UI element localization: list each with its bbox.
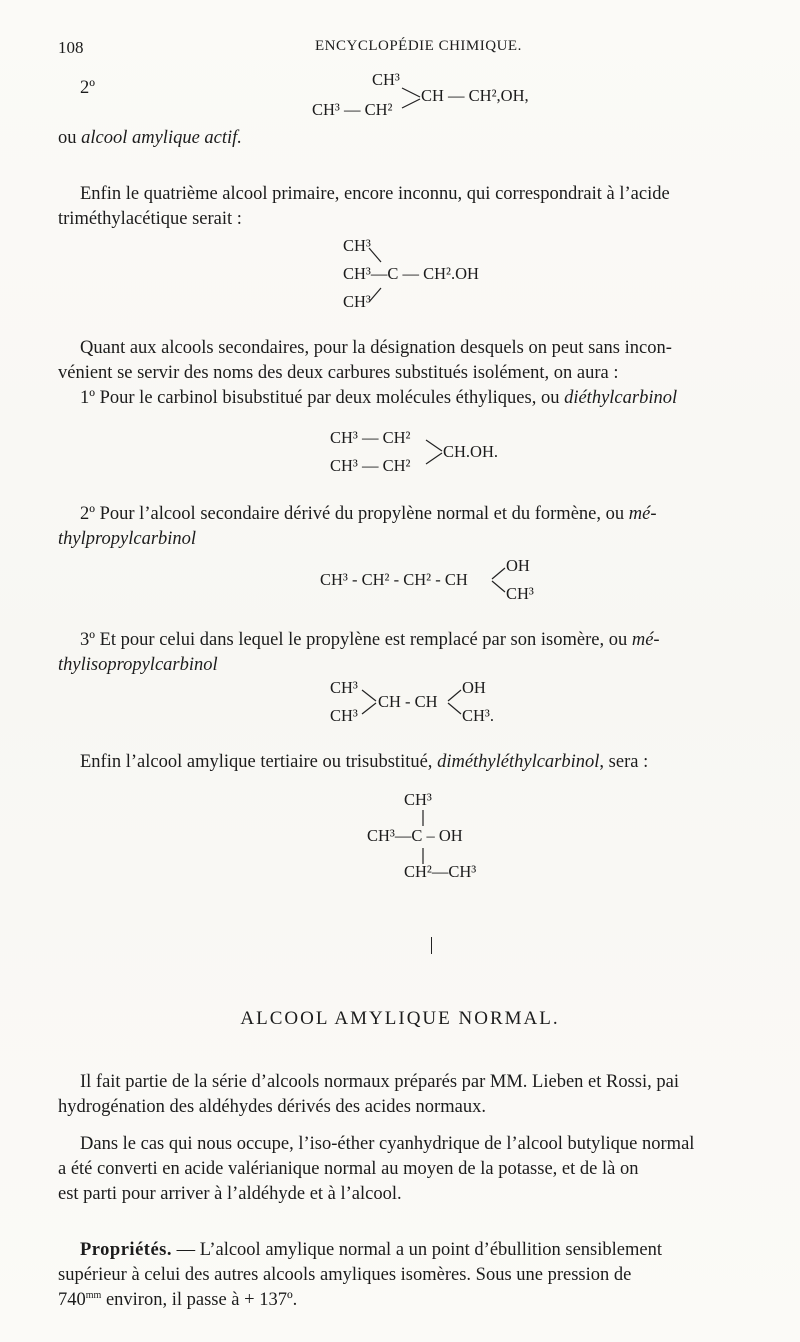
formula-bond-lines <box>446 688 464 718</box>
pressure-unit: mm <box>85 1289 102 1301</box>
properties-label: Propriétés. <box>80 1240 172 1260</box>
formula-main-chain: CH - CH <box>378 692 438 711</box>
formula-main-chain: CH³—C — CH².OH <box>343 264 479 283</box>
formula-left-group: CH³ — CH² <box>312 100 393 119</box>
formula-top-group: CH³ <box>404 790 432 809</box>
running-title: ENCYCLOPÉDIE CHIMIQUE. <box>315 38 522 54</box>
paragraph-line: est parti pour arriver à l’aldéhyde et à l’alcool. <box>58 1184 402 1204</box>
paragraph-line: Dans le cas qui nous occupe, l’iso-éther cyanhydrique de l’alcool butylique normal <box>80 1134 695 1154</box>
formula-bottom-group: CH²—CH³ <box>404 862 477 881</box>
formula-top-right-group: OH <box>462 678 486 697</box>
formula-bond-lines <box>360 688 380 718</box>
formula-bond-lines <box>424 438 446 468</box>
formula-main-chain: CH³ - CH² - CH² - CH <box>320 570 468 589</box>
paragraph-line: Propriétés. — L’alcool amylique normal a un point d’ébullition sensiblement <box>80 1240 662 1260</box>
formula-bottom-group: CH³ — CH² <box>330 456 411 475</box>
compound-name: alcool amylique actif. <box>81 128 242 148</box>
compound-name: thylpropylcarbinol <box>58 529 197 549</box>
formula-right-group: CH.OH. <box>443 442 499 461</box>
formula-top-group: OH <box>506 556 530 575</box>
paragraph-line: a été converti en acide valérianique normal au moyen de la potasse, et de là on <box>58 1159 639 1179</box>
compound-name: mé- <box>631 630 660 650</box>
formula-bottom-group: CH³ <box>506 584 534 603</box>
formula-top-left-group: CH³ <box>330 678 358 697</box>
formula-top-group: CH³ <box>343 236 371 255</box>
compound-name: thylisopropylcarbinol <box>58 655 218 675</box>
formula-main-chain: CH³—C – OH <box>367 826 463 845</box>
formula-bond-lines <box>400 86 422 112</box>
formula-bond-lines <box>420 808 426 866</box>
paragraph-actif: ou alcool amylique actif. <box>58 128 242 148</box>
formula-bottom-left-group: CH³ <box>330 706 358 725</box>
formula-top-group: CH³ — CH² <box>330 428 411 447</box>
paragraph-line: hydrogénation des aldéhydes dérivés des acides normaux. <box>58 1097 486 1117</box>
compound-name: diéthylcarbinol <box>564 388 678 408</box>
compound-name: diméthyléthylcarbinol <box>437 752 600 772</box>
paragraph-line: $740^{mm}$ environ, il passe à + 137º. <box>58 1289 298 1310</box>
formula-bottom-right-group: CH³. <box>462 706 494 725</box>
paragraph-line: triméthylacétique serait : <box>58 209 242 229</box>
paragraph-line: supérieur à celui des autres alcools amyliques isomères. Sous une pression de <box>58 1265 632 1285</box>
paragraph-line: Quant aux alcools secondaires, pour la désignation desquels on peut sans incon- <box>80 338 672 358</box>
separator-mark <box>431 937 432 954</box>
paragraph-line: 3º Et pour celui dans lequel le propylène est remplacé par son isomère, ou mé- <box>80 630 660 650</box>
formula-bottom-group: CH³ <box>343 292 371 311</box>
compound-name: mé- <box>628 504 657 524</box>
formula-bond-lines <box>490 566 508 596</box>
paragraph-line: Enfin le quatrième alcool primaire, encore inconnu, qui correspondrait à l’acide <box>80 184 670 204</box>
paragraph-line: Enfin l’alcool amylique tertiaire ou trisubstitué, diméthyléthylcarbinol, sera : <box>80 752 649 772</box>
pressure-value: 740 <box>58 1290 86 1310</box>
formula-right-group: CH — CH²,OH, <box>421 86 529 105</box>
formula-top-group: CH³ <box>372 70 400 89</box>
page-number: 108 <box>58 38 84 57</box>
formula-bond-lines <box>367 246 387 306</box>
paragraph-line: vénient se servir des noms des deux carbures substitués isolément, on aura : <box>58 363 619 383</box>
paragraph-line: 2º Pour l’alcool secondaire dérivé du propylène normal et du formène, ou mé- <box>80 504 657 524</box>
section-title: ALCOOL AMYLIQUE NORMAL. <box>240 1008 560 1029</box>
paragraph-line: 1º Pour le carbinol bisubstitué par deux molécules éthyliques, ou diéthylcarbinol <box>80 388 678 408</box>
paragraph-line: Il fait partie de la série d’alcools normaux préparés par MM. Lieben et Rossi, pai <box>80 1072 679 1092</box>
formula-label: 2º <box>80 78 95 98</box>
